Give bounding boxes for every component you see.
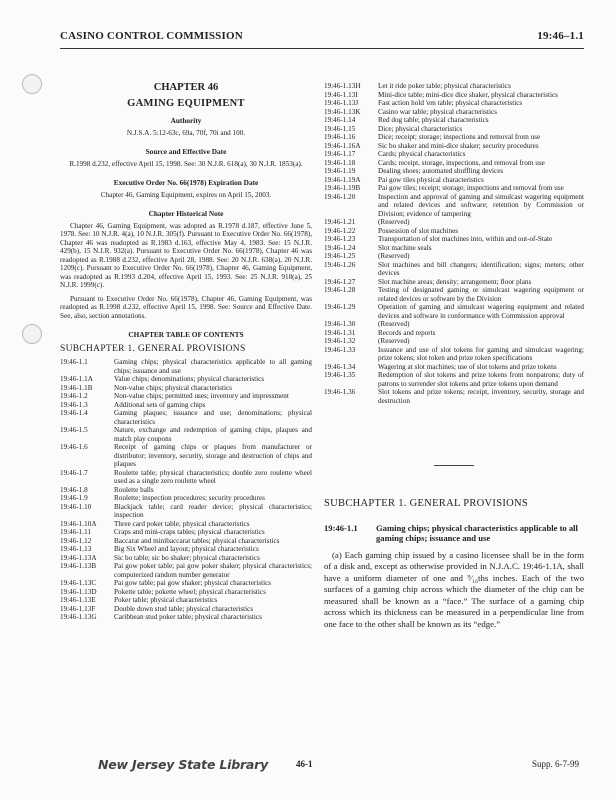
toc-entry-number: 19:46-1.4 bbox=[60, 409, 88, 417]
toc-entry-title: Slot machine seals bbox=[378, 243, 432, 252]
toc-list-left bbox=[60, 358, 312, 622]
supplement-date: Supp. 6-7-99 bbox=[532, 759, 579, 769]
toc-entry-number: 19:46-1.13K bbox=[324, 107, 361, 116]
toc-entry-number: 19:46-1.12 bbox=[60, 536, 92, 545]
toc-entry-title: Blackjack table; card reader device; physical characteristics; inspection bbox=[114, 502, 312, 519]
toc-entry-number: 19:46-1.5 bbox=[60, 426, 88, 434]
binder-hole bbox=[22, 74, 42, 94]
toc-entry-title: Non-value chips; permitted uses; inventory and impressment bbox=[114, 392, 289, 400]
toc-entry-number: 19:46-1.20 bbox=[324, 192, 356, 201]
toc-entry-title: Roulette table; physical characteristics; double zero roulette wheel used as a single zero roulette wheel bbox=[114, 468, 312, 485]
toc-entry-number: 19:46-1.28 bbox=[324, 286, 356, 294]
toc-entry-title: Nature, exchange and redemption of gaming chips, plaques and match play coupons bbox=[114, 426, 312, 443]
toc-entry-title: Value chips; denominations; physical characteristics bbox=[114, 375, 265, 383]
toc-entry-title: Operation of gaming and simulcast wagering equipment and related devices and software in conformance with Commission approval bbox=[378, 303, 584, 320]
toc-entry-number: 19:46-1.8 bbox=[60, 485, 88, 494]
toc-entry-title: Big Six Wheel and layout; physical characteristics bbox=[114, 545, 259, 553]
source-heading: Source and Effective Date bbox=[145, 147, 227, 156]
running-header bbox=[60, 30, 584, 46]
toc-entry-number: 19:46-1.10 bbox=[60, 502, 92, 511]
toc-entry-title: Craps and mini-craps tables; physical characteristics bbox=[114, 528, 265, 536]
toc-entry-number: 19:46-1.1B bbox=[60, 383, 93, 392]
subchapter-heading: SUBCHAPTER 1. GENERAL PROVISIONS bbox=[324, 498, 529, 509]
toc-entry-number: 19:46-1.13B bbox=[60, 562, 97, 570]
toc-entry-title: (Reserved) bbox=[378, 320, 410, 328]
toc-entry-title: Pokette table; pokette wheel; physical characteristics bbox=[114, 587, 266, 596]
toc-entry-number: 19:46-1.3 bbox=[60, 400, 88, 409]
toc-entry-title: Pai gow table; pai gow shaker; physical characteristics bbox=[114, 579, 272, 587]
source-text: R.1998 d.232, effective April 15, 1998. See: 30 N.J.R. 618(a), 30 N.J.R. 1853(a). bbox=[69, 159, 303, 168]
toc-entry-number: 19:46-1.19A bbox=[324, 175, 361, 184]
toc-entry-number: 19:46-1.19 bbox=[324, 167, 356, 175]
toc-entry-number: 19:46-1.25 bbox=[324, 252, 356, 260]
toc-entry-number: 19:46-1.13J bbox=[324, 99, 359, 107]
toc-entry-title: Receipt of gaming chips or plaques from manufacturer or distributor; inventory, security, storage and destruction of chips and plaques bbox=[114, 443, 312, 468]
toc-entry-number: 19:46-1.13A bbox=[60, 553, 97, 562]
toc-entry-number: 19:46-1.36 bbox=[324, 388, 356, 396]
toc-entry-number: 19:46-1.13G bbox=[60, 613, 97, 621]
toc-entry-number: 19:46-1.17 bbox=[324, 150, 356, 158]
toc-entry-title: Pai gow tiles physical characteristics bbox=[378, 175, 484, 184]
section-heading bbox=[324, 523, 584, 544]
authority-heading: Authority bbox=[170, 116, 202, 125]
toc-entry-title: Non-value chips; physical characteristics bbox=[114, 383, 232, 392]
toc-entry-title: Pai gow poker table; pai gow poker shaker; physical characteristics; computerized random number generator bbox=[114, 562, 312, 579]
toc-entry-title: Double down stud table; physical characteristics bbox=[114, 604, 254, 613]
toc-entry-number: 19:46-1.1A bbox=[60, 375, 93, 383]
section-number: 19:46-1.1 bbox=[324, 522, 358, 533]
toc-entry-number: 19:46-1.18 bbox=[324, 158, 356, 167]
toc-entry-title: Sic bo table; sic bo shaker; physical characteristics bbox=[114, 553, 260, 562]
toc-entry-title: Pai gow tiles; receipt; storage; inspections and removal from use bbox=[378, 184, 564, 192]
toc-entry-number: 19:46-1.35 bbox=[324, 371, 356, 379]
toc-entry-title: Transportation of slot machines into, within and out-of-State bbox=[378, 235, 553, 243]
toc-subchapter-heading: SUBCHAPTER 1. GENERAL PROVISIONS bbox=[60, 343, 246, 354]
toc-entry-number: 19:46-1.1 bbox=[60, 358, 88, 366]
toc-entry-number: 19:46-1.13 bbox=[60, 545, 92, 553]
history-note-2: Pursuant to Executive Order No. 66(1978), Chapter 46, Gaming Equipment, was readopted as R.1998 d.232, effective April 15, 1998. See: Source and Effective Date. See, also, section annotations. bbox=[60, 294, 312, 320]
toc-entry-title: Issuance and use of slot tokens for gaming and simulcast wagering; prize tokens; slot token and prize token specifications bbox=[378, 345, 584, 362]
toc-entry-title: Baccarat and minibaccarat tables; physical characteristics bbox=[114, 536, 280, 545]
toc-entry-title: Mini-dice table; mini-dice dice shaker, physical characteristics bbox=[378, 90, 558, 99]
toc-entry-title: Fast action hold 'em table; physical characteristics bbox=[378, 99, 523, 107]
toc-entry-title: Dice; physical characteristics bbox=[378, 124, 463, 133]
history-note-1: Chapter 46, Gaming Equipment, was adopted as R.1978 d.187, effective June 5, 1978. See: 10 N.J.R. 4(a), 10 N.J.R. 305(f). Pursuant to Executive Order No. 66(1978), Chapter 46 was readopted as R.1983 d.163, effective May 4, 1983. See: 15 N.J.R. 429(b), 15 N.J.R. 932(a). Pursuant to Executive Order No. 66(1978), Chapter 46 was readopted as R.1988 d.232, effective April 28, 1988. See: 20 N.J.R. 638(a), 20 N.J.R. 1209(c). Pursuant to Executive Order No. 66(1978), Chapter 46, Gaming Equipment, was readopted as R.1993 d.204, effective April 15, 1993. See: 25 N.J.R. 918(a), 25 N.J.R. 1999(c). bbox=[60, 221, 312, 289]
right-column bbox=[324, 82, 584, 631]
toc-entry-number: 19:46-1.13E bbox=[60, 596, 96, 604]
toc-entry-number: 19:46-1.15 bbox=[324, 124, 356, 133]
toc-entry-title: Redemption of slot tokens and prize tokens from nonpatrons; duty of patrons to surrender slot tokens and prize tokens upon demand bbox=[378, 371, 584, 388]
toc-entry-number: 19:46-1.13I bbox=[324, 90, 358, 99]
toc-entry-number: 19:46-1.31 bbox=[324, 328, 356, 337]
toc-entry-number: 19:46-1.22 bbox=[324, 226, 356, 235]
toc-list-right bbox=[324, 82, 584, 405]
toc-entry-number: 19:46-1.16 bbox=[324, 133, 356, 141]
toc-entry-number: 19:46-1.2 bbox=[60, 392, 88, 400]
toc-entry-number: 19:46-1.13D bbox=[60, 587, 97, 596]
toc-entry-title: Gaming plaques; issuance and use; denominations; physical characteristics bbox=[114, 409, 312, 426]
toc-entry-title: Records and reports bbox=[378, 328, 436, 337]
section-title: Gaming chips; physical characteristics applicable to all gaming chips; issuance and use bbox=[376, 522, 578, 543]
toc-entry-title: Additional sets of gaming chips bbox=[114, 400, 206, 409]
toc-entry-title: Gaming chips; physical characteristics applicable to all gaming chips; issuance and use bbox=[114, 358, 312, 375]
toc-entry-title: Sic bo shaker and mini-dice shaker; security procedures bbox=[378, 141, 539, 150]
toc-entry-number: 19:46-1.29 bbox=[324, 303, 356, 311]
toc-entry-number: 19:46-1.7 bbox=[60, 468, 88, 477]
toc-entry-number: 19:46-1.10A bbox=[60, 519, 97, 528]
toc-entry-title: Cards; physical characteristics bbox=[378, 150, 466, 158]
toc-entry-title: Casino war table; physical characteristics bbox=[378, 107, 497, 116]
toc-entry-number: 19:46-1.26 bbox=[324, 260, 356, 269]
toc-entry-number: 19:46-1.27 bbox=[324, 277, 356, 286]
toc-entry-number: 19:46-1.32 bbox=[324, 337, 356, 345]
eo-heading: Executive Order No. 66(1978) Expiration Date bbox=[113, 178, 259, 187]
toc-heading: CHAPTER TABLE OF CONTENTS bbox=[128, 330, 244, 339]
eo-text: Chapter 46, Gaming Equipment, expires on April 15, 2003. bbox=[100, 190, 272, 199]
toc-entry-title: Testing of designated gaming or simulcast wagering equipment or related devices or software by the Division bbox=[378, 286, 584, 303]
history-heading: Chapter Historical Note bbox=[148, 209, 224, 218]
toc-entry-number: 19:46-1.19B bbox=[324, 184, 361, 192]
toc-entry-title: Slot machines and bill changers; identification; signs; meters; other devices bbox=[378, 260, 584, 277]
toc-entry-number: 19:46-1.14 bbox=[324, 116, 356, 124]
toc-entry-title: Caribbean stud poker table; physical characteristics bbox=[114, 613, 262, 621]
toc-entry-number: 19:46-1.23 bbox=[324, 235, 356, 243]
library-stamp: New Jersey State Library bbox=[98, 757, 269, 772]
toc-entry-number: 19:46-1.24 bbox=[324, 243, 356, 252]
toc-entry-number: 19:46-1.34 bbox=[324, 362, 356, 371]
toc-entry-title: Poker table; physical characteristics bbox=[114, 596, 218, 604]
toc-entry-title: Slot machine areas; density; arrangement; floor plans bbox=[378, 277, 532, 286]
toc-end-rule bbox=[434, 465, 474, 466]
toc-entry-title: Roulette; inspection procedures; security procedures bbox=[114, 494, 265, 502]
header-right: 19:46–1.1 bbox=[537, 30, 584, 42]
toc-entry-number: 19:46-1.9 bbox=[60, 494, 88, 502]
toc-entry-number: 19:46-1.30 bbox=[324, 320, 356, 328]
toc-entry-title: (Reserved) bbox=[378, 252, 410, 260]
toc-entry-title: Red dog table; physical characteristics bbox=[378, 116, 489, 124]
toc-entry-title: Roulette balls bbox=[114, 485, 154, 494]
toc-entry-title: Let it ride poker table; physical characteristics bbox=[378, 82, 511, 90]
toc-entry-number: 19:46-1.33 bbox=[324, 345, 356, 354]
toc-entry-title: Slot tokens and prize tokens; receipt, inventory, security, storage and destruction bbox=[378, 388, 584, 405]
toc-entry-title: Possession of slot machines bbox=[378, 226, 459, 235]
toc-entry-title: Dealing shoes; automated shuffling devices bbox=[378, 167, 504, 175]
toc-entry-number: 19:46-1.11 bbox=[60, 528, 92, 536]
toc-entry-title: Cards; receipt, storage, inspections, and removal from use bbox=[378, 158, 545, 167]
header-left: CASINO CONTROL COMMISSION bbox=[60, 30, 243, 42]
authority-text: N.J.S.A. 5:12-63c, 69a, 70f, 70i and 100. bbox=[126, 128, 246, 137]
chapter-number: CHAPTER 46 bbox=[153, 82, 219, 93]
binder-hole bbox=[22, 324, 42, 344]
toc-entry-number: 19:46-1.13H bbox=[324, 82, 361, 90]
toc-entry-title: Wagering at slot machines; use of slot tokens and prize tokens bbox=[378, 362, 557, 371]
toc-entry-number: 19:46-1.13C bbox=[60, 579, 97, 587]
page-number: 46-1 bbox=[296, 759, 313, 769]
toc-entry-title: (Reserved) bbox=[378, 218, 410, 226]
toc-entry-title: Three card poker table; physical characteristics bbox=[114, 519, 250, 528]
toc-entry-number: 19:46-1.21 bbox=[324, 218, 356, 226]
toc-entry-title: Inspection and approval of gaming and simulcast wagering equipment and related devices and software; retention by Commission or Division; evidence of tampering bbox=[378, 192, 584, 218]
toc-entry-title: (Reserved) bbox=[378, 337, 410, 345]
toc-entry-number: 19:46-1.13F bbox=[60, 604, 96, 613]
left-column bbox=[60, 84, 312, 622]
section-paragraph-a: (a) Each gaming chip issued by a casino licensee shall be in the form of a disk and, except as otherwise provided in N.J.A.C. 19:46-1.1A, shall have a uniform diameter of one and ⁹⁄₁₆ths inches. Each of the two surfaces of a gaming chip across which the diameter of the chip can be measured shall be known as a “face.” The surface of a gaming chip across which its thickness can be measured in a perpendicular line from one face to the other shall be known as its “edge.” bbox=[324, 549, 584, 630]
toc-entry-title: Dice; receipt; storage; inspections and removal from use bbox=[378, 133, 541, 141]
header-rule bbox=[60, 48, 584, 49]
chapter-title: GAMING EQUIPMENT bbox=[127, 97, 245, 109]
toc-entry-number: 19:46-1.6 bbox=[60, 443, 88, 451]
toc-entry-number: 19:46-1.16A bbox=[324, 141, 361, 150]
